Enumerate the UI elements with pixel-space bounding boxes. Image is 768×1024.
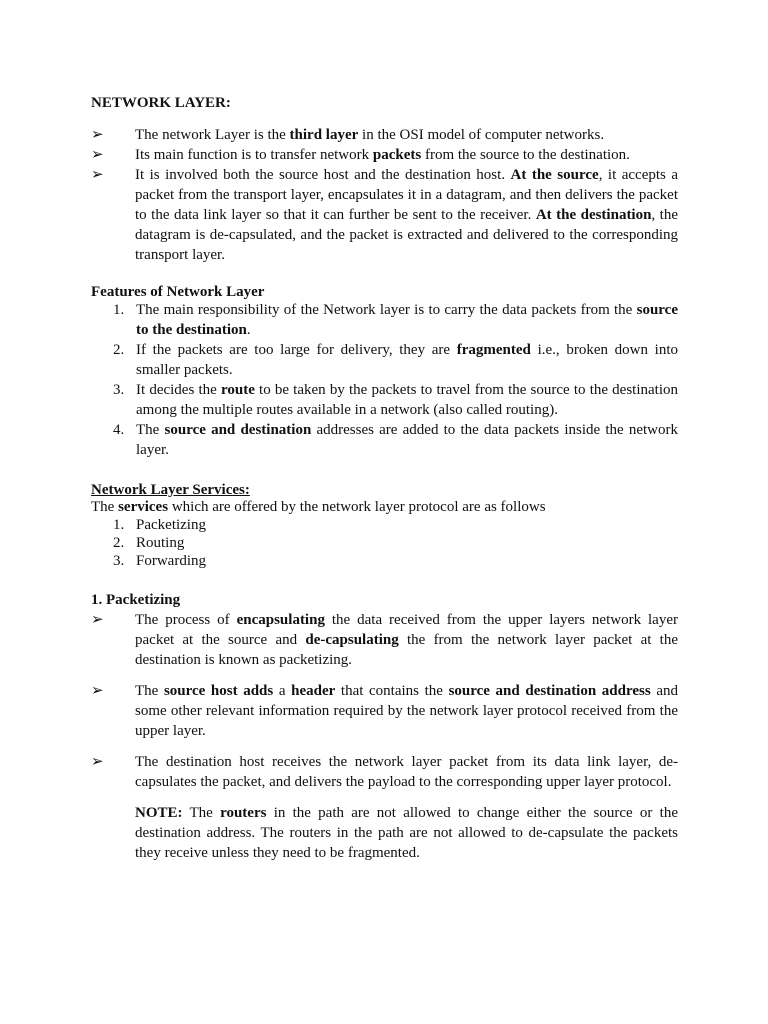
plain-text: addresses are added to the data packets inside the network layer. [136,422,678,458]
feature-number: 1. [113,302,125,318]
plain-text: and some other relevant information required by the network layer protocol received from the upper layer. [135,683,678,739]
arrow-bullet-icon: ➢ [91,612,104,628]
plain-text: The [136,422,165,438]
note-paragraph [135,803,678,863]
packetizing-bullet [91,610,678,670]
packetizing-bullet-item [91,681,678,741]
feature-text [136,302,678,338]
emphasis-text: packets [372,147,422,163]
plain-text: in the OSI model of computer networks. [358,127,605,143]
services-intro [91,497,546,517]
intro-bullet [91,165,678,265]
plain-text: the from the network layer packet at the destination is known as packetizing. [135,632,678,668]
plain-text: , the datagram is de-capsulated, and the packet is extracted and delivered to the corresponding transport layer. [135,207,679,263]
emphasis-text: de-capsulating [305,632,399,648]
service-label: Packetizing [136,517,206,533]
intro-bullet [91,125,678,145]
plain-text: The network Layer is the [135,127,290,143]
plain-text: The [91,499,119,515]
plain-text: . [246,322,251,338]
bullet-text [135,612,678,668]
services-heading-text: Network Layer Services: [91,482,250,498]
page-title: NETWORK LAYER: [91,95,231,111]
feature-item [113,420,678,460]
packetizing-bullet [91,681,678,741]
packetizing-bullet-item [91,610,678,670]
plain-text: a [273,683,292,699]
plain-text: The [182,805,221,821]
intro-bullet-list [91,125,678,265]
plain-text: that contains the [335,683,449,699]
feature-item [113,340,678,380]
emphasis-text: source host adds [163,683,274,699]
emphasis-text: services [118,499,169,515]
emphasis-text: source and destination [164,422,312,438]
emphasis-text: NOTE: [135,805,183,821]
bullet-text [135,683,678,739]
service-item [113,534,206,552]
arrow-bullet-icon: ➢ [91,147,104,163]
service-item [113,552,206,570]
service-number: 2. [113,535,125,551]
arrow-bullet-icon: ➢ [91,167,104,183]
plain-text: The process of [135,612,237,628]
plain-text: i.e., broken down into smaller packets. [136,342,678,378]
packetizing-heading: 1. Packetizing [91,592,181,608]
features-list [113,300,678,460]
emphasis-text: fragmented [456,342,531,358]
bullet-text [135,127,604,143]
emphasis-text: At the source [510,167,599,183]
service-number: 1. [113,517,125,533]
emphasis-text: encapsulating [236,612,325,628]
emphasis-text: source to the destination [136,302,678,338]
plain-text: , it accepts a packet from the transport layer, encapsulates it in a datagram, and then delivers the packet to the data link layer so that it can further be sent to the receiver. [135,167,678,223]
service-label: Routing [136,535,185,551]
emphasis-text: source and destination address [448,683,651,699]
service-number: 3. [113,553,125,569]
bullet-text [135,167,678,263]
plain-text: The main responsibility of the Network layer is to carry the data packets from the [136,302,637,318]
feature-number: 3. [113,382,125,398]
emphasis-text: At the destination [535,207,652,223]
bullet-text [135,147,630,163]
emphasis-text: route [220,382,255,398]
services-list [113,516,206,570]
feature-item [113,300,678,340]
emphasis-text: routers [220,805,267,821]
plain-text: in the path are not allowed to change either the source or the destination address. The routers in the path are not allowed to de-capsulate the packets they receive unless they need to be fragmented. [135,805,678,861]
plain-text: It decides the [136,382,221,398]
feature-text [136,382,678,418]
emphasis-text: header [291,683,336,699]
feature-text [136,422,678,458]
packetizing-bullet [91,752,678,792]
plain-text: The destination host receives the network layer packet from its data link layer, de-capsulates the packet, and delivers the payload to the corresponding upper layer protocol. [135,754,678,790]
plain-text: which are offered by the network layer protocol are as follows [168,499,546,515]
plain-text: from the source to the destination. [421,147,630,163]
feature-text [136,342,678,378]
plain-text: the data received from the upper layers network layer packet at the source and [135,612,678,648]
service-item [113,516,206,534]
plain-text: The [135,683,164,699]
packetizing-bullet-item [91,752,678,792]
arrow-bullet-icon: ➢ [91,127,104,143]
arrow-bullet-icon: ➢ [91,683,104,699]
feature-number: 4. [113,422,125,438]
plain-text: If the packets are too large for delivery, they are [136,342,457,358]
features-heading: Features of Network Layer [91,284,265,300]
bullet-text [135,754,678,790]
plain-text: to be taken by the packets to travel from the source to the destination among the multiple routes available in a network (also called routing). [136,382,679,418]
feature-item [113,380,678,420]
emphasis-text: third layer [289,127,359,143]
arrow-bullet-icon: ➢ [91,754,104,770]
plain-text: Its main function is to transfer network [135,147,373,163]
plain-text: It is involved both the source host and the destination host. [135,167,511,183]
service-label: Forwarding [136,553,206,569]
intro-bullet [91,145,678,165]
feature-number: 2. [113,342,125,358]
